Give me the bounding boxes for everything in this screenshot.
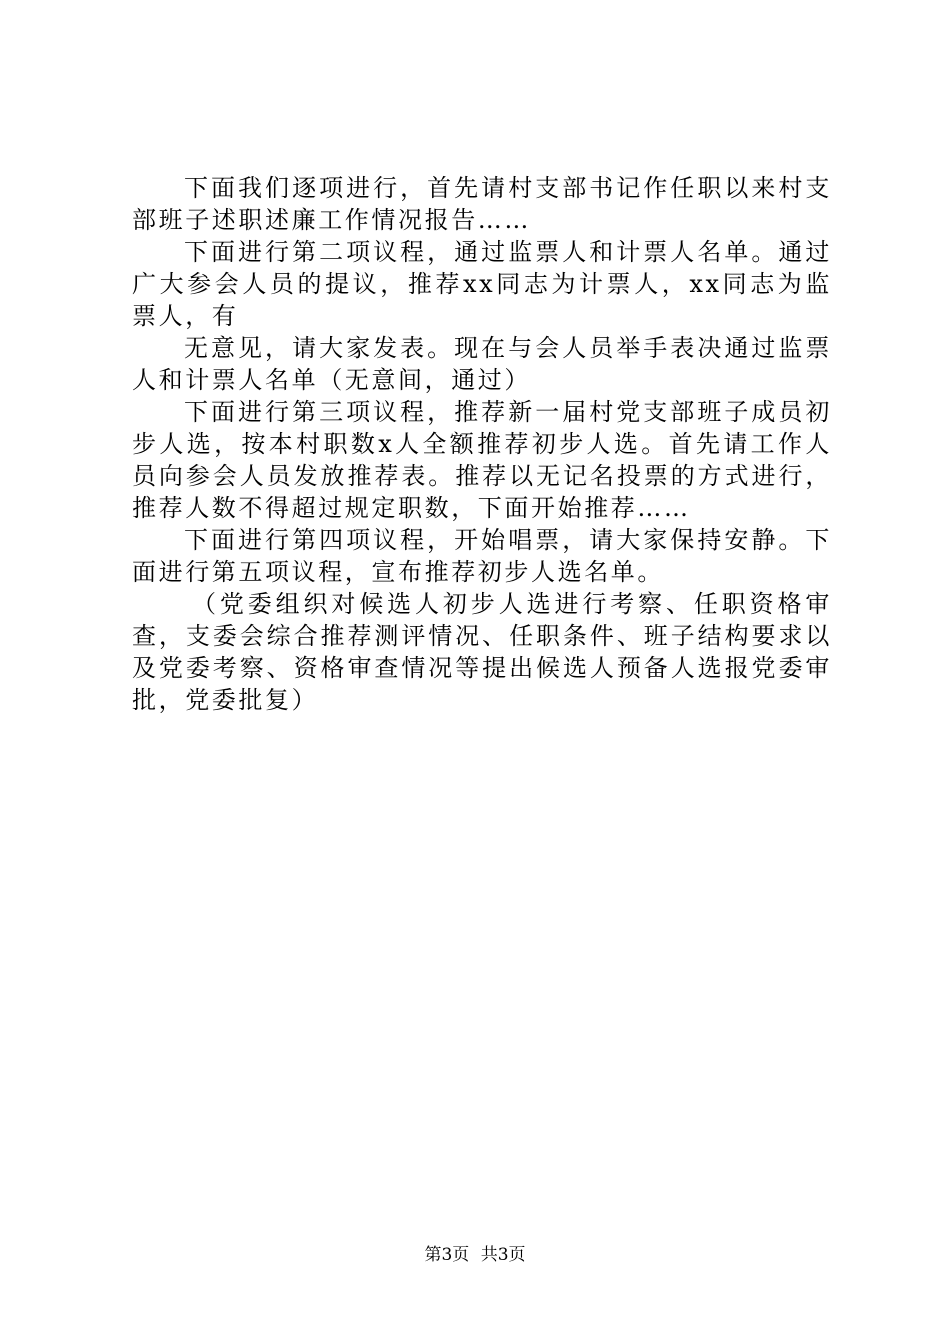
page-total: 共3页 bbox=[480, 1245, 526, 1265]
page-number: 第3页 bbox=[424, 1245, 470, 1265]
page-footer bbox=[0, 1244, 950, 1266]
document-body bbox=[132, 172, 832, 716]
paragraph-6: （党委组织对候选人初步人选进行考察、任职资格审查，支委会综合推荐测评情况、任职条件、班子结构要求以及党委考察、资格审查情况等提出候选人预备人选报党委审批，党委批复） bbox=[132, 590, 832, 714]
paragraph-2: 下面进行第二项议程，通过监票人和计票人名单。通过广大参会人员的提议，推荐xx同志为计票人，xx同志为监票人，有 bbox=[132, 238, 832, 330]
paragraph-4: 下面进行第三项议程，推荐新一届村党支部班子成员初步人选，按本村职数x人全额推荐初步人选。首先请工作人员向参会人员发放推荐表。推荐以无记名投票的方式进行，推荐人数不得超过规定职数，下面开始推荐…… bbox=[132, 398, 832, 522]
paragraph-1: 下面我们逐项进行，首先请村支部书记作任职以来村支部班子述职述廉工作情况报告…… bbox=[132, 174, 832, 234]
paragraph-5: 下面进行第四项议程，开始唱票，请大家保持安静。下面进行第五项议程，宣布推荐初步人选名单。 bbox=[132, 526, 832, 586]
paragraph-3: 无意见，请大家发表。现在与会人员举手表决通过监票人和计票人名单（无意间，通过） bbox=[132, 334, 832, 394]
